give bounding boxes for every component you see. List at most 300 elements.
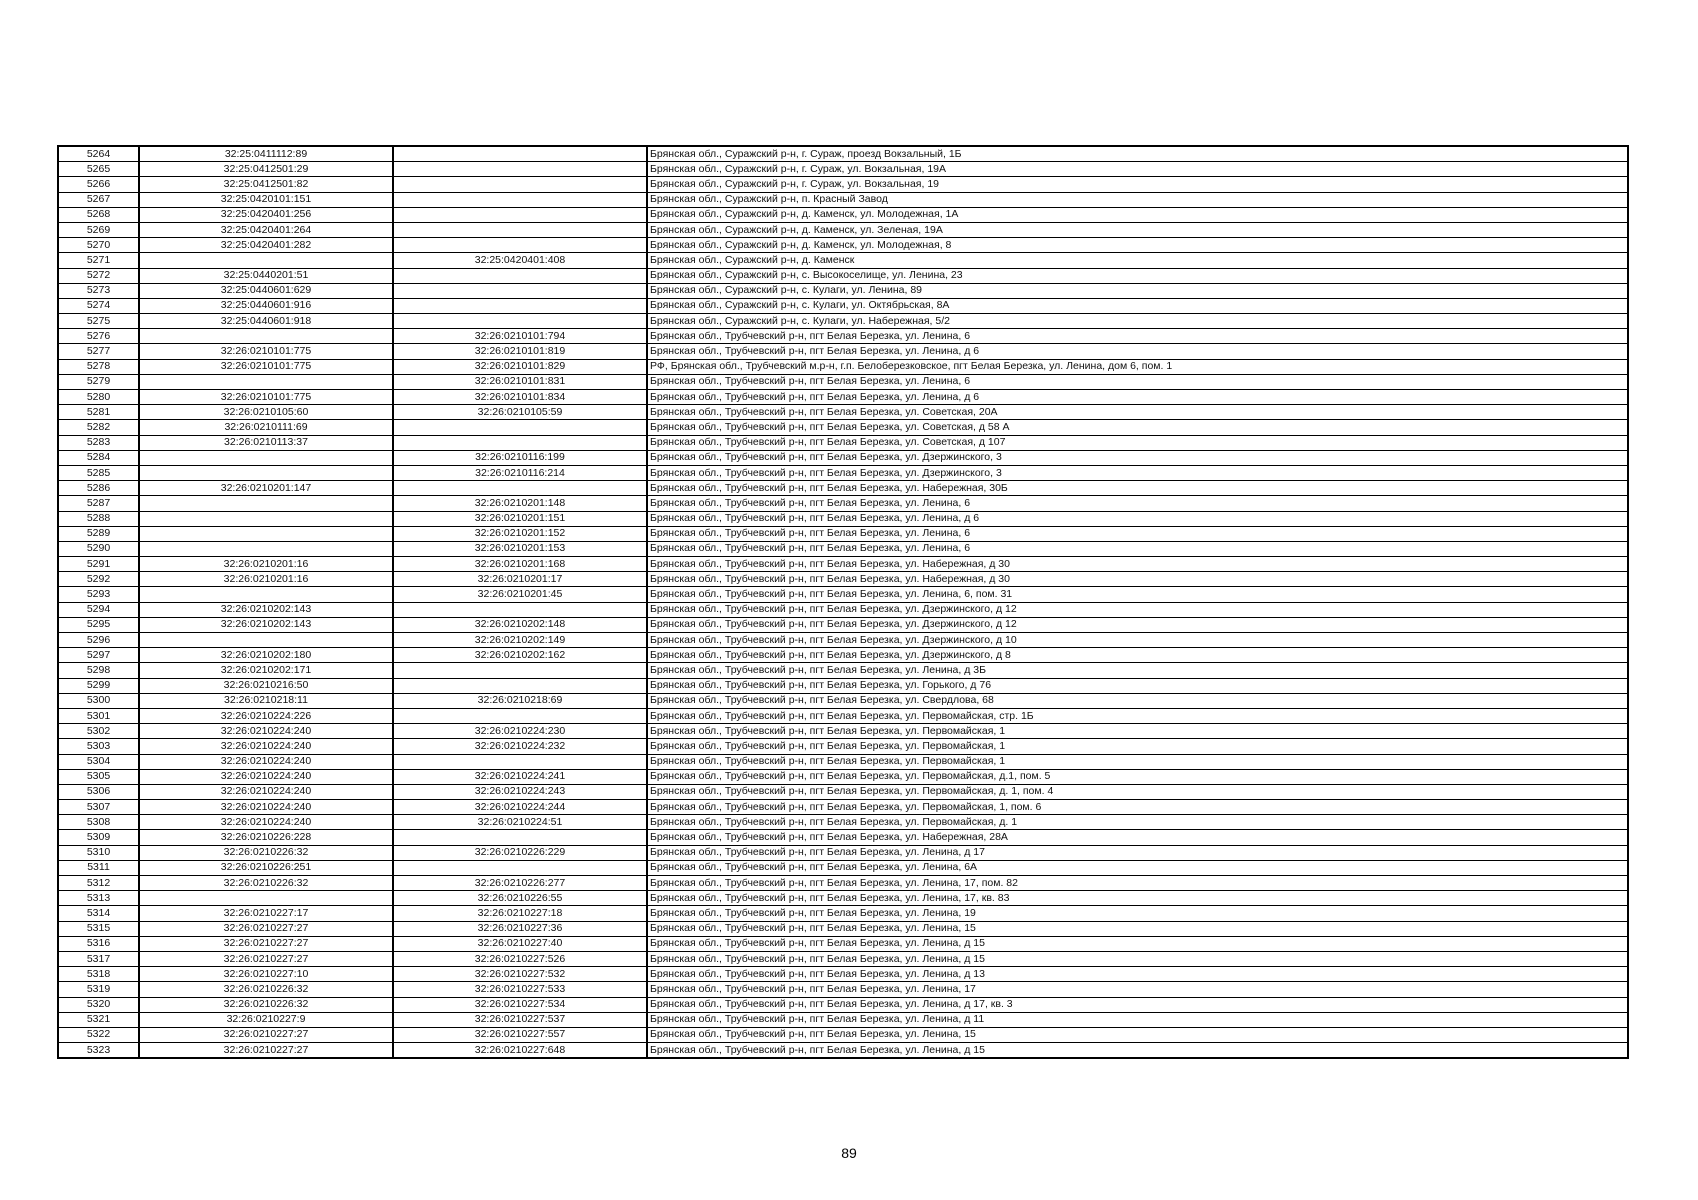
table-row bbox=[58, 860, 1628, 875]
row-number-cell: 5304 bbox=[58, 754, 139, 769]
parcel-number-cell: 32:25:0411112:89 bbox=[139, 146, 393, 162]
row-number-cell: 5309 bbox=[58, 830, 139, 845]
parcel-number-cell bbox=[139, 329, 393, 344]
building-number-cell: 32:26:0210116:214 bbox=[393, 465, 647, 480]
parcel-number-cell: 32:26:0210111:69 bbox=[139, 420, 393, 435]
row-number-cell: 5297 bbox=[58, 648, 139, 663]
table-row bbox=[58, 405, 1628, 420]
row-number-cell: 5301 bbox=[58, 708, 139, 723]
building-number-cell: 32:26:0210224:230 bbox=[393, 724, 647, 739]
row-number-cell: 5272 bbox=[58, 268, 139, 283]
parcel-number-cell: 32:26:0210224:226 bbox=[139, 708, 393, 723]
building-number-cell bbox=[393, 177, 647, 192]
building-number-cell: 32:26:0210201:45 bbox=[393, 587, 647, 602]
parcel-number-cell: 32:25:0420401:264 bbox=[139, 222, 393, 237]
address-cell: Брянская обл., Трубчевский р-н, пгт Белая Березка, ул. Ленина, 6, пом. 31 bbox=[647, 587, 1628, 602]
building-number-cell: 32:26:0210201:151 bbox=[393, 511, 647, 526]
parcel-number-cell bbox=[139, 511, 393, 526]
row-number-cell: 5267 bbox=[58, 192, 139, 207]
parcel-number-cell: 32:26:0210227:17 bbox=[139, 906, 393, 921]
row-number-cell: 5265 bbox=[58, 162, 139, 177]
parcel-number-cell bbox=[139, 587, 393, 602]
table-row bbox=[58, 693, 1628, 708]
address-cell: Брянская обл., Суражский р-н, г. Сураж, ул. Вокзальная, 19 bbox=[647, 177, 1628, 192]
address-cell: Брянская обл., Трубчевский р-н, пгт Белая Березка, ул. Дзержинского, д 12 bbox=[647, 617, 1628, 632]
address-cell: Брянская обл., Суражский р-н, п. Красный Завод bbox=[647, 192, 1628, 207]
table-row bbox=[58, 936, 1628, 951]
row-number-cell: 5287 bbox=[58, 496, 139, 511]
row-number-cell: 5275 bbox=[58, 314, 139, 329]
address-cell: Брянская обл., Трубчевский р-н, пгт Белая Березка, ул. Ленина, д 15 bbox=[647, 951, 1628, 966]
table-row bbox=[58, 587, 1628, 602]
row-number-cell: 5268 bbox=[58, 207, 139, 222]
row-number-cell: 5277 bbox=[58, 344, 139, 359]
building-number-cell: 32:26:0210227:526 bbox=[393, 951, 647, 966]
row-number-cell: 5274 bbox=[58, 298, 139, 313]
building-number-cell: 32:26:0210227:532 bbox=[393, 967, 647, 982]
address-cell: Брянская обл., Трубчевский р-н, пгт Белая Березка, ул. Дзержинского, 3 bbox=[647, 465, 1628, 480]
table-row bbox=[58, 177, 1628, 192]
row-number-cell: 5286 bbox=[58, 481, 139, 496]
building-number-cell: 32:26:0210224:244 bbox=[393, 800, 647, 815]
row-number-cell: 5319 bbox=[58, 982, 139, 997]
table-row bbox=[58, 557, 1628, 572]
row-number-cell: 5292 bbox=[58, 572, 139, 587]
building-number-cell: 32:26:0210101:819 bbox=[393, 344, 647, 359]
row-number-cell: 5282 bbox=[58, 420, 139, 435]
parcel-number-cell: 32:25:0412501:82 bbox=[139, 177, 393, 192]
building-number-cell: 32:26:0210201:148 bbox=[393, 496, 647, 511]
building-number-cell: 32:26:0210227:557 bbox=[393, 1027, 647, 1042]
building-number-cell bbox=[393, 481, 647, 496]
building-number-cell bbox=[393, 207, 647, 222]
building-number-cell bbox=[393, 238, 647, 253]
address-cell: Брянская обл., Трубчевский р-н, пгт Белая Березка, ул. Первомайская, д.1, пом. 5 bbox=[647, 769, 1628, 784]
parcel-number-cell: 32:26:0210201:147 bbox=[139, 481, 393, 496]
table-row bbox=[58, 222, 1628, 237]
parcel-number-cell: 32:26:0210202:180 bbox=[139, 648, 393, 663]
row-number-cell: 5296 bbox=[58, 633, 139, 648]
parcel-number-cell: 32:26:0210226:32 bbox=[139, 845, 393, 860]
table-row bbox=[58, 420, 1628, 435]
building-number-cell: 32:26:0210101:829 bbox=[393, 359, 647, 374]
row-number-cell: 5308 bbox=[58, 815, 139, 830]
parcel-number-cell: 32:26:0210227:27 bbox=[139, 1027, 393, 1042]
address-cell: Брянская обл., Трубчевский р-н, пгт Белая Березка, ул. Ленина, 17 bbox=[647, 982, 1628, 997]
address-cell: Брянская обл., Трубчевский р-н, пгт Белая Березка, ул. Ленина, 6А bbox=[647, 860, 1628, 875]
table-row bbox=[58, 541, 1628, 556]
table-row bbox=[58, 481, 1628, 496]
table-row bbox=[58, 450, 1628, 465]
parcel-number-cell bbox=[139, 374, 393, 389]
building-number-cell: 32:26:0210226:229 bbox=[393, 845, 647, 860]
address-cell: Брянская обл., Трубчевский р-н, пгт Белая Березка, ул. Набережная, д 30 bbox=[647, 557, 1628, 572]
parcel-number-cell: 32:26:0210226:32 bbox=[139, 982, 393, 997]
building-number-cell: 32:26:0210224:241 bbox=[393, 769, 647, 784]
address-cell: Брянская обл., Трубчевский р-н, пгт Белая Березка, ул. Ленина, д 6 bbox=[647, 390, 1628, 405]
building-number-cell: 32:26:0210227:537 bbox=[393, 1012, 647, 1027]
building-number-cell: 32:26:0210202:149 bbox=[393, 633, 647, 648]
table-row bbox=[58, 329, 1628, 344]
address-cell: Брянская обл., Трубчевский р-н, пгт Белая Березка, ул. Набережная, 30Б bbox=[647, 481, 1628, 496]
table-row bbox=[58, 678, 1628, 693]
building-number-cell bbox=[393, 146, 647, 162]
building-number-cell bbox=[393, 860, 647, 875]
row-number-cell: 5314 bbox=[58, 906, 139, 921]
address-cell: Брянская обл., Трубчевский р-н, пгт Белая Березка, ул. Ленина, 15 bbox=[647, 921, 1628, 936]
row-number-cell: 5278 bbox=[58, 359, 139, 374]
parcel-number-cell: 32:25:0420401:282 bbox=[139, 238, 393, 253]
parcel-number-cell: 32:26:0210226:32 bbox=[139, 997, 393, 1012]
row-number-cell: 5307 bbox=[58, 800, 139, 815]
table-row bbox=[58, 845, 1628, 860]
parcel-number-cell: 32:25:0420101:151 bbox=[139, 192, 393, 207]
row-number-cell: 5270 bbox=[58, 238, 139, 253]
parcel-number-cell: 32:26:0210227:27 bbox=[139, 951, 393, 966]
parcel-number-cell: 32:25:0440601:918 bbox=[139, 314, 393, 329]
building-number-cell: 32:26:0210227:648 bbox=[393, 1043, 647, 1059]
parcel-number-cell bbox=[139, 253, 393, 268]
address-cell: Брянская обл., Трубчевский р-н, пгт Белая Березка, ул. Ленина, 19 bbox=[647, 906, 1628, 921]
parcel-number-cell: 32:26:0210224:240 bbox=[139, 815, 393, 830]
address-cell: Брянская обл., Трубчевский р-н, пгт Белая Березка, ул. Ленина, д 17, кв. 3 bbox=[647, 997, 1628, 1012]
building-number-cell bbox=[393, 268, 647, 283]
table-row bbox=[58, 298, 1628, 313]
row-number-cell: 5302 bbox=[58, 724, 139, 739]
parcel-number-cell: 32:26:0210226:32 bbox=[139, 876, 393, 891]
parcel-number-cell: 32:26:0210202:143 bbox=[139, 602, 393, 617]
parcel-number-cell: 32:26:0210202:143 bbox=[139, 617, 393, 632]
parcel-number-cell: 32:26:0210101:775 bbox=[139, 390, 393, 405]
row-number-cell: 5303 bbox=[58, 739, 139, 754]
address-cell: Брянская обл., Трубчевский р-н, пгт Белая Березка, ул. Дзержинского, 3 bbox=[647, 450, 1628, 465]
address-cell: Брянская обл., Суражский р-н, д. Каменск, ул. Молодежная, 8 bbox=[647, 238, 1628, 253]
parcel-number-cell: 32:25:0440601:916 bbox=[139, 298, 393, 313]
table-row bbox=[58, 268, 1628, 283]
address-cell: Брянская обл., Суражский р-н, г. Сураж, ул. Вокзальная, 19А bbox=[647, 162, 1628, 177]
row-number-cell: 5315 bbox=[58, 921, 139, 936]
address-cell: Брянская обл., Суражский р-н, с. Кулаги, ул. Ленина, 89 bbox=[647, 283, 1628, 298]
address-cell: Брянская обл., Трубчевский р-н, пгт Белая Березка, ул. Советская, д 58 А bbox=[647, 420, 1628, 435]
parcel-number-cell: 32:26:0210202:171 bbox=[139, 663, 393, 678]
row-number-cell: 5313 bbox=[58, 891, 139, 906]
parcel-number-cell: 32:26:0210227:27 bbox=[139, 921, 393, 936]
table-row bbox=[58, 724, 1628, 739]
row-number-cell: 5285 bbox=[58, 465, 139, 480]
table-row bbox=[58, 162, 1628, 177]
address-cell: Брянская обл., Трубчевский р-н, пгт Белая Березка, ул. Ленина, 6 bbox=[647, 541, 1628, 556]
parcel-number-cell: 32:26:0210101:775 bbox=[139, 344, 393, 359]
building-number-cell bbox=[393, 602, 647, 617]
building-number-cell: 32:26:0210224:51 bbox=[393, 815, 647, 830]
table-row bbox=[58, 739, 1628, 754]
address-cell: Брянская обл., Трубчевский р-н, пгт Белая Березка, ул. Советская, 20А bbox=[647, 405, 1628, 420]
table-row bbox=[58, 815, 1628, 830]
parcel-number-cell bbox=[139, 496, 393, 511]
building-number-cell: 32:26:0210116:199 bbox=[393, 450, 647, 465]
parcel-number-cell: 32:26:0210101:775 bbox=[139, 359, 393, 374]
table-row bbox=[58, 633, 1628, 648]
parcel-number-cell: 32:25:0420401:256 bbox=[139, 207, 393, 222]
parcel-number-cell bbox=[139, 465, 393, 480]
building-number-cell bbox=[393, 830, 647, 845]
table-row bbox=[58, 906, 1628, 921]
address-cell: Брянская обл., Трубчевский р-н, пгт Белая Березка, ул. Набережная, 28А bbox=[647, 830, 1628, 845]
parcel-number-cell: 32:26:0210218:11 bbox=[139, 693, 393, 708]
parcel-number-cell: 32:26:0210201:16 bbox=[139, 572, 393, 587]
table-row bbox=[58, 253, 1628, 268]
table-row bbox=[58, 602, 1628, 617]
table-row bbox=[58, 374, 1628, 389]
table-row bbox=[58, 982, 1628, 997]
parcel-number-cell: 32:26:0210201:16 bbox=[139, 557, 393, 572]
address-cell: Брянская обл., Трубчевский р-н, пгт Белая Березка, ул. Первомайская, 1 bbox=[647, 754, 1628, 769]
table-row bbox=[58, 511, 1628, 526]
row-number-cell: 5280 bbox=[58, 390, 139, 405]
address-cell: Брянская обл., Трубчевский р-н, пгт Белая Березка, ул. Ленина, д 6 bbox=[647, 511, 1628, 526]
row-number-cell: 5269 bbox=[58, 222, 139, 237]
building-number-cell bbox=[393, 192, 647, 207]
address-cell: Брянская обл., Трубчевский р-н, пгт Белая Березка, ул. Набережная, д 30 bbox=[647, 572, 1628, 587]
table-row bbox=[58, 1027, 1628, 1042]
table-row bbox=[58, 238, 1628, 253]
address-cell: Брянская обл., Трубчевский р-н, пгт Белая Березка, ул. Ленина, д 11 bbox=[647, 1012, 1628, 1027]
table-row bbox=[58, 800, 1628, 815]
parcel-number-cell: 32:25:0412501:29 bbox=[139, 162, 393, 177]
building-number-cell bbox=[393, 420, 647, 435]
building-number-cell: 32:26:0210226:277 bbox=[393, 876, 647, 891]
row-number-cell: 5273 bbox=[58, 283, 139, 298]
building-number-cell: 32:26:0210101:831 bbox=[393, 374, 647, 389]
building-number-cell bbox=[393, 314, 647, 329]
table-row bbox=[58, 526, 1628, 541]
parcel-number-cell bbox=[139, 526, 393, 541]
building-number-cell bbox=[393, 283, 647, 298]
address-cell: Брянская обл., Суражский р-н, д. Каменск, ул. Зеленая, 19А bbox=[647, 222, 1628, 237]
address-cell: Брянская обл., Суражский р-н, с. Кулаги, ул. Набережная, 5/2 bbox=[647, 314, 1628, 329]
table-row bbox=[58, 769, 1628, 784]
parcel-number-cell: 32:26:0210224:240 bbox=[139, 769, 393, 784]
building-number-cell: 32:26:0210105:59 bbox=[393, 405, 647, 420]
address-cell: Брянская обл., Трубчевский р-н, пгт Белая Березка, ул. Ленина, 6 bbox=[647, 526, 1628, 541]
address-cell: Брянская обл., Трубчевский р-н, пгт Белая Березка, ул. Первомайская, д. 1, пом. 4 bbox=[647, 784, 1628, 799]
building-number-cell: 32:26:0210227:40 bbox=[393, 936, 647, 951]
address-cell: Брянская обл., Суражский р-н, с. Высокоселище, ул. Ленина, 23 bbox=[647, 268, 1628, 283]
building-number-cell: 32:26:0210201:17 bbox=[393, 572, 647, 587]
row-number-cell: 5299 bbox=[58, 678, 139, 693]
address-cell: РФ, Брянская обл., Трубчевский м.р-н, г.п. Белоберезковское, пгт Белая Березка, ул. Ленина, дом 6, пом. 1 bbox=[647, 359, 1628, 374]
address-cell: Брянская обл., Трубчевский р-н, пгт Белая Березка, ул. Ленина, 6 bbox=[647, 329, 1628, 344]
address-cell: Брянская обл., Трубчевский р-н, пгт Белая Березка, ул. Первомайская, 1 bbox=[647, 724, 1628, 739]
parcel-number-cell bbox=[139, 450, 393, 465]
address-cell: Брянская обл., Суражский р-н, д. Каменск, ул. Молодежная, 1А bbox=[647, 207, 1628, 222]
row-number-cell: 5264 bbox=[58, 146, 139, 162]
row-number-cell: 5300 bbox=[58, 693, 139, 708]
building-number-cell bbox=[393, 298, 647, 313]
parcel-number-cell: 32:26:0210227:27 bbox=[139, 936, 393, 951]
parcel-number-cell bbox=[139, 891, 393, 906]
row-number-cell: 5311 bbox=[58, 860, 139, 875]
table-row bbox=[58, 754, 1628, 769]
table-row bbox=[58, 207, 1628, 222]
building-number-cell: 32:26:0210224:243 bbox=[393, 784, 647, 799]
address-cell: Брянская обл., Трубчевский р-н, пгт Белая Березка, ул. Ленина, 6 bbox=[647, 496, 1628, 511]
row-number-cell: 5306 bbox=[58, 784, 139, 799]
table-row bbox=[58, 572, 1628, 587]
address-cell: Брянская обл., Трубчевский р-н, пгт Белая Березка, ул. Дзержинского, д 12 bbox=[647, 602, 1628, 617]
parcel-number-cell: 32:26:0210105:60 bbox=[139, 405, 393, 420]
building-number-cell: 32:26:0210227:36 bbox=[393, 921, 647, 936]
row-number-cell: 5266 bbox=[58, 177, 139, 192]
row-number-cell: 5291 bbox=[58, 557, 139, 572]
address-cell: Брянская обл., Трубчевский р-н, пгт Белая Березка, ул. Ленина, д 6 bbox=[647, 344, 1628, 359]
table-row bbox=[58, 496, 1628, 511]
table-row bbox=[58, 663, 1628, 678]
building-number-cell: 32:26:0210201:153 bbox=[393, 541, 647, 556]
address-cell: Брянская обл., Трубчевский р-н, пгт Белая Березка, ул. Дзержинского, д 10 bbox=[647, 633, 1628, 648]
parcel-number-cell: 32:26:0210113:37 bbox=[139, 435, 393, 450]
address-cell: Брянская обл., Трубчевский р-н, пгт Белая Березка, ул. Первомайская, 1 bbox=[647, 739, 1628, 754]
address-cell: Брянская обл., Суражский р-н, г. Сураж, проезд Вокзальный, 1Б bbox=[647, 146, 1628, 162]
address-cell: Брянская обл., Суражский р-н, д. Каменск bbox=[647, 253, 1628, 268]
table-row bbox=[58, 997, 1628, 1012]
table-row bbox=[58, 891, 1628, 906]
row-number-cell: 5281 bbox=[58, 405, 139, 420]
row-number-cell: 5276 bbox=[58, 329, 139, 344]
table-row bbox=[58, 314, 1628, 329]
parcel-number-cell: 32:26:0210227:10 bbox=[139, 967, 393, 982]
address-cell: Брянская обл., Трубчевский р-н, пгт Белая Березка, ул. Ленина, 17, пом. 82 bbox=[647, 876, 1628, 891]
address-cell: Брянская обл., Трубчевский р-н, пгт Белая Березка, ул. Свердлова, 68 bbox=[647, 693, 1628, 708]
parcel-number-cell: 32:26:0210226:228 bbox=[139, 830, 393, 845]
building-number-cell: 32:26:0210227:534 bbox=[393, 997, 647, 1012]
row-number-cell: 5323 bbox=[58, 1043, 139, 1059]
address-cell: Брянская обл., Трубчевский р-н, пгт Белая Березка, ул. Ленина, 15 bbox=[647, 1027, 1628, 1042]
row-number-cell: 5283 bbox=[58, 435, 139, 450]
address-cell: Брянская обл., Трубчевский р-н, пгт Белая Березка, ул. Ленина, д 3Б bbox=[647, 663, 1628, 678]
address-cell: Брянская обл., Трубчевский р-н, пгт Белая Березка, ул. Ленина, д 17 bbox=[647, 845, 1628, 860]
parcel-number-cell: 32:25:0440601:629 bbox=[139, 283, 393, 298]
table-row bbox=[58, 359, 1628, 374]
row-number-cell: 5312 bbox=[58, 876, 139, 891]
building-number-cell: 32:26:0210218:69 bbox=[393, 693, 647, 708]
building-number-cell bbox=[393, 678, 647, 693]
row-number-cell: 5320 bbox=[58, 997, 139, 1012]
table-row bbox=[58, 830, 1628, 845]
address-cell: Брянская обл., Трубчевский р-н, пгт Белая Березка, ул. Горького, д 76 bbox=[647, 678, 1628, 693]
building-number-cell bbox=[393, 754, 647, 769]
parcel-number-cell: 32:26:0210227:27 bbox=[139, 1043, 393, 1059]
address-cell: Брянская обл., Трубчевский р-н, пгт Белая Березка, ул. Первомайская, стр. 1Б bbox=[647, 708, 1628, 723]
table-row bbox=[58, 283, 1628, 298]
parcel-number-cell: 32:26:0210224:240 bbox=[139, 800, 393, 815]
parcel-number-cell: 32:26:0210224:240 bbox=[139, 754, 393, 769]
building-number-cell bbox=[393, 708, 647, 723]
building-number-cell: 32:26:0210226:55 bbox=[393, 891, 647, 906]
address-cell: Брянская обл., Трубчевский р-н, пгт Белая Березка, ул. Ленина, д 15 bbox=[647, 936, 1628, 951]
row-number-cell: 5289 bbox=[58, 526, 139, 541]
building-number-cell bbox=[393, 222, 647, 237]
building-number-cell bbox=[393, 663, 647, 678]
address-cell: Брянская обл., Трубчевский р-н, пгт Белая Березка, ул. Ленина, 6 bbox=[647, 374, 1628, 389]
table-row bbox=[58, 951, 1628, 966]
row-number-cell: 5322 bbox=[58, 1027, 139, 1042]
row-number-cell: 5298 bbox=[58, 663, 139, 678]
row-number-cell: 5317 bbox=[58, 951, 139, 966]
parcel-number-cell: 32:26:0210227:9 bbox=[139, 1012, 393, 1027]
table-row bbox=[58, 146, 1628, 162]
row-number-cell: 5284 bbox=[58, 450, 139, 465]
row-number-cell: 5295 bbox=[58, 617, 139, 632]
row-number-cell: 5310 bbox=[58, 845, 139, 860]
address-cell: Брянская обл., Трубчевский р-н, пгт Белая Березка, ул. Ленина, д 15 bbox=[647, 1043, 1628, 1059]
building-number-cell: 32:26:0210227:533 bbox=[393, 982, 647, 997]
registry-table bbox=[57, 145, 1629, 1059]
parcel-number-cell: 32:26:0210224:240 bbox=[139, 784, 393, 799]
building-number-cell: 32:26:0210202:148 bbox=[393, 617, 647, 632]
building-number-cell: 32:26:0210201:168 bbox=[393, 557, 647, 572]
building-number-cell: 32:26:0210101:834 bbox=[393, 390, 647, 405]
table-row bbox=[58, 921, 1628, 936]
row-number-cell: 5318 bbox=[58, 967, 139, 982]
table-row bbox=[58, 390, 1628, 405]
table-row bbox=[58, 617, 1628, 632]
table-row bbox=[58, 1043, 1628, 1059]
building-number-cell: 32:26:0210201:152 bbox=[393, 526, 647, 541]
page-number: 89 bbox=[841, 1145, 857, 1161]
parcel-number-cell bbox=[139, 541, 393, 556]
building-number-cell: 32:26:0210101:794 bbox=[393, 329, 647, 344]
parcel-number-cell: 32:26:0210216:50 bbox=[139, 678, 393, 693]
row-number-cell: 5290 bbox=[58, 541, 139, 556]
address-cell: Брянская обл., Трубчевский р-н, пгт Белая Березка, ул. Ленина, 17, кв. 83 bbox=[647, 891, 1628, 906]
row-number-cell: 5279 bbox=[58, 374, 139, 389]
table-row bbox=[58, 1012, 1628, 1027]
building-number-cell: 32:26:0210227:18 bbox=[393, 906, 647, 921]
table-row bbox=[58, 876, 1628, 891]
address-cell: Брянская обл., Трубчевский р-н, пгт Белая Березка, ул. Дзержинского, д 8 bbox=[647, 648, 1628, 663]
building-number-cell bbox=[393, 435, 647, 450]
building-number-cell: 32:26:0210202:162 bbox=[393, 648, 647, 663]
row-number-cell: 5288 bbox=[58, 511, 139, 526]
address-cell: Брянская обл., Трубчевский р-н, пгт Белая Березка, ул. Первомайская, д. 1 bbox=[647, 815, 1628, 830]
table-row bbox=[58, 708, 1628, 723]
table-row bbox=[58, 192, 1628, 207]
row-number-cell: 5316 bbox=[58, 936, 139, 951]
parcel-number-cell: 32:26:0210226:251 bbox=[139, 860, 393, 875]
address-cell: Брянская обл., Трубчевский р-н, пгт Белая Березка, ул. Советская, д 107 bbox=[647, 435, 1628, 450]
table-row bbox=[58, 784, 1628, 799]
address-cell: Брянская обл., Трубчевский р-н, пгт Белая Березка, ул. Первомайская, 1, пом. 6 bbox=[647, 800, 1628, 815]
parcel-number-cell: 32:26:0210224:240 bbox=[139, 739, 393, 754]
registry-table-body bbox=[58, 146, 1628, 1058]
table-row bbox=[58, 967, 1628, 982]
parcel-number-cell: 32:25:0440201:51 bbox=[139, 268, 393, 283]
row-number-cell: 5321 bbox=[58, 1012, 139, 1027]
parcel-number-cell bbox=[139, 633, 393, 648]
table-row bbox=[58, 465, 1628, 480]
building-number-cell: 32:26:0210224:232 bbox=[393, 739, 647, 754]
building-number-cell: 32:25:0420401:408 bbox=[393, 253, 647, 268]
table-row bbox=[58, 435, 1628, 450]
table-row bbox=[58, 344, 1628, 359]
row-number-cell: 5293 bbox=[58, 587, 139, 602]
row-number-cell: 5271 bbox=[58, 253, 139, 268]
address-cell: Брянская обл., Суражский р-н, с. Кулаги, ул. Октябрьская, 8А bbox=[647, 298, 1628, 313]
address-cell: Брянская обл., Трубчевский р-н, пгт Белая Березка, ул. Ленина, д 13 bbox=[647, 967, 1628, 982]
parcel-number-cell: 32:26:0210224:240 bbox=[139, 724, 393, 739]
row-number-cell: 5294 bbox=[58, 602, 139, 617]
